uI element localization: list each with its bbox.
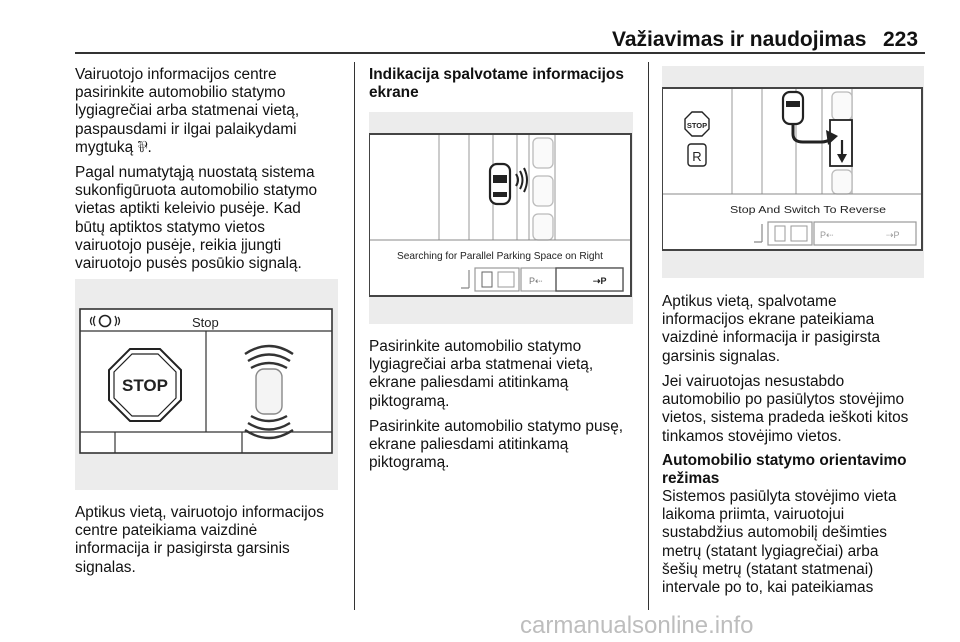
figure-caption: Aptikus vietą, vairuotojo informacijos centre pateikiama vaizdinė informacija ir pasigirsta garsinis signalas. xyxy=(75,504,324,576)
own-car-icon xyxy=(783,92,803,124)
display-status-text: Stop And Switch To Reverse xyxy=(730,204,887,216)
paragraph: Aptikus vietą, spalvotame informacijos ekrane pateikiama vaizdinė informacija ir pasigirsta garsinis signalas. xyxy=(662,293,881,365)
color-info-display-figure xyxy=(662,66,924,278)
reverse-gear-text: R xyxy=(692,149,702,164)
paragraph: Sistemos pasiūlyta stovėjimo vieta laikoma priimta, vairuotojui sustabdžius automobilį dešimties metrų (statant lygiagrečiai) arba šešių metrų (statant statmenai) intervale po to, kai pateikiamas xyxy=(662,488,897,597)
paragraph: Vairuotojo informacijos centre pasirinkite automobilio statymo lygiagrečiai arba statmenai vietą, paspausdami ir ilgai palaikydami mygtuką ⅌. xyxy=(75,66,300,156)
column-divider-left xyxy=(354,62,355,610)
display-status-label: Stop xyxy=(192,315,219,330)
stop-sign-text: STOP xyxy=(686,121,708,130)
section-heading: Indikacija spalvotame informacijos ekrane xyxy=(369,66,624,102)
watermark: carmanualsonline.info xyxy=(520,612,754,639)
page-number: 223 xyxy=(883,28,919,51)
svg-text:P⇠: P⇠ xyxy=(529,276,543,286)
parking-search-illustration xyxy=(369,112,633,324)
svg-text:⇢P: ⇢P xyxy=(593,276,607,286)
svg-text:P⇠: P⇠ xyxy=(820,230,834,240)
section-subheading: Automobilio statymo orientavimo režimas xyxy=(662,452,907,488)
paragraph: Pasirinkite automobilio statymo pusę, ekrane paliesdami atitinkamą piktogramą. xyxy=(369,418,624,472)
svg-text:⇢P: ⇢P xyxy=(886,230,900,240)
paragraph: Pasirinkite automobilio statymo lygiagrečiai arba statmenai vietą, ekrane paliesdami atitinkamą piktogramą. xyxy=(369,338,594,410)
column-divider-right xyxy=(648,62,649,610)
header-divider xyxy=(75,52,925,54)
driver-info-display-illustration xyxy=(75,279,338,490)
stop-and-reverse-illustration xyxy=(662,66,924,278)
paragraph: Jei vairuotojas nesustabdo automobilio po pasiūlytos stovėjimo vietos, sistema pradeda ieškoti kitos tinkamos stovėjimo vietos. xyxy=(662,373,909,445)
section-title: Važiavimas ir naudojimas xyxy=(612,28,867,51)
display-status-text: Searching for Parallel Parking Space on Right xyxy=(397,250,604,262)
own-car-icon xyxy=(490,164,510,204)
driver-info-display-figure xyxy=(75,279,338,490)
color-info-display-figure xyxy=(369,112,633,324)
stop-sign-text: STOP xyxy=(122,376,168,395)
paragraph: Pagal numatytąją nuostatą sistema sukonfigūruota automobilio statymo vietas aptikti keleivio pusėje. Kad būtų aptiktos statymo vietos vairuotojo pusėje, reikia įjungti vairuotojo pusės posūkio signalą. xyxy=(75,164,318,273)
